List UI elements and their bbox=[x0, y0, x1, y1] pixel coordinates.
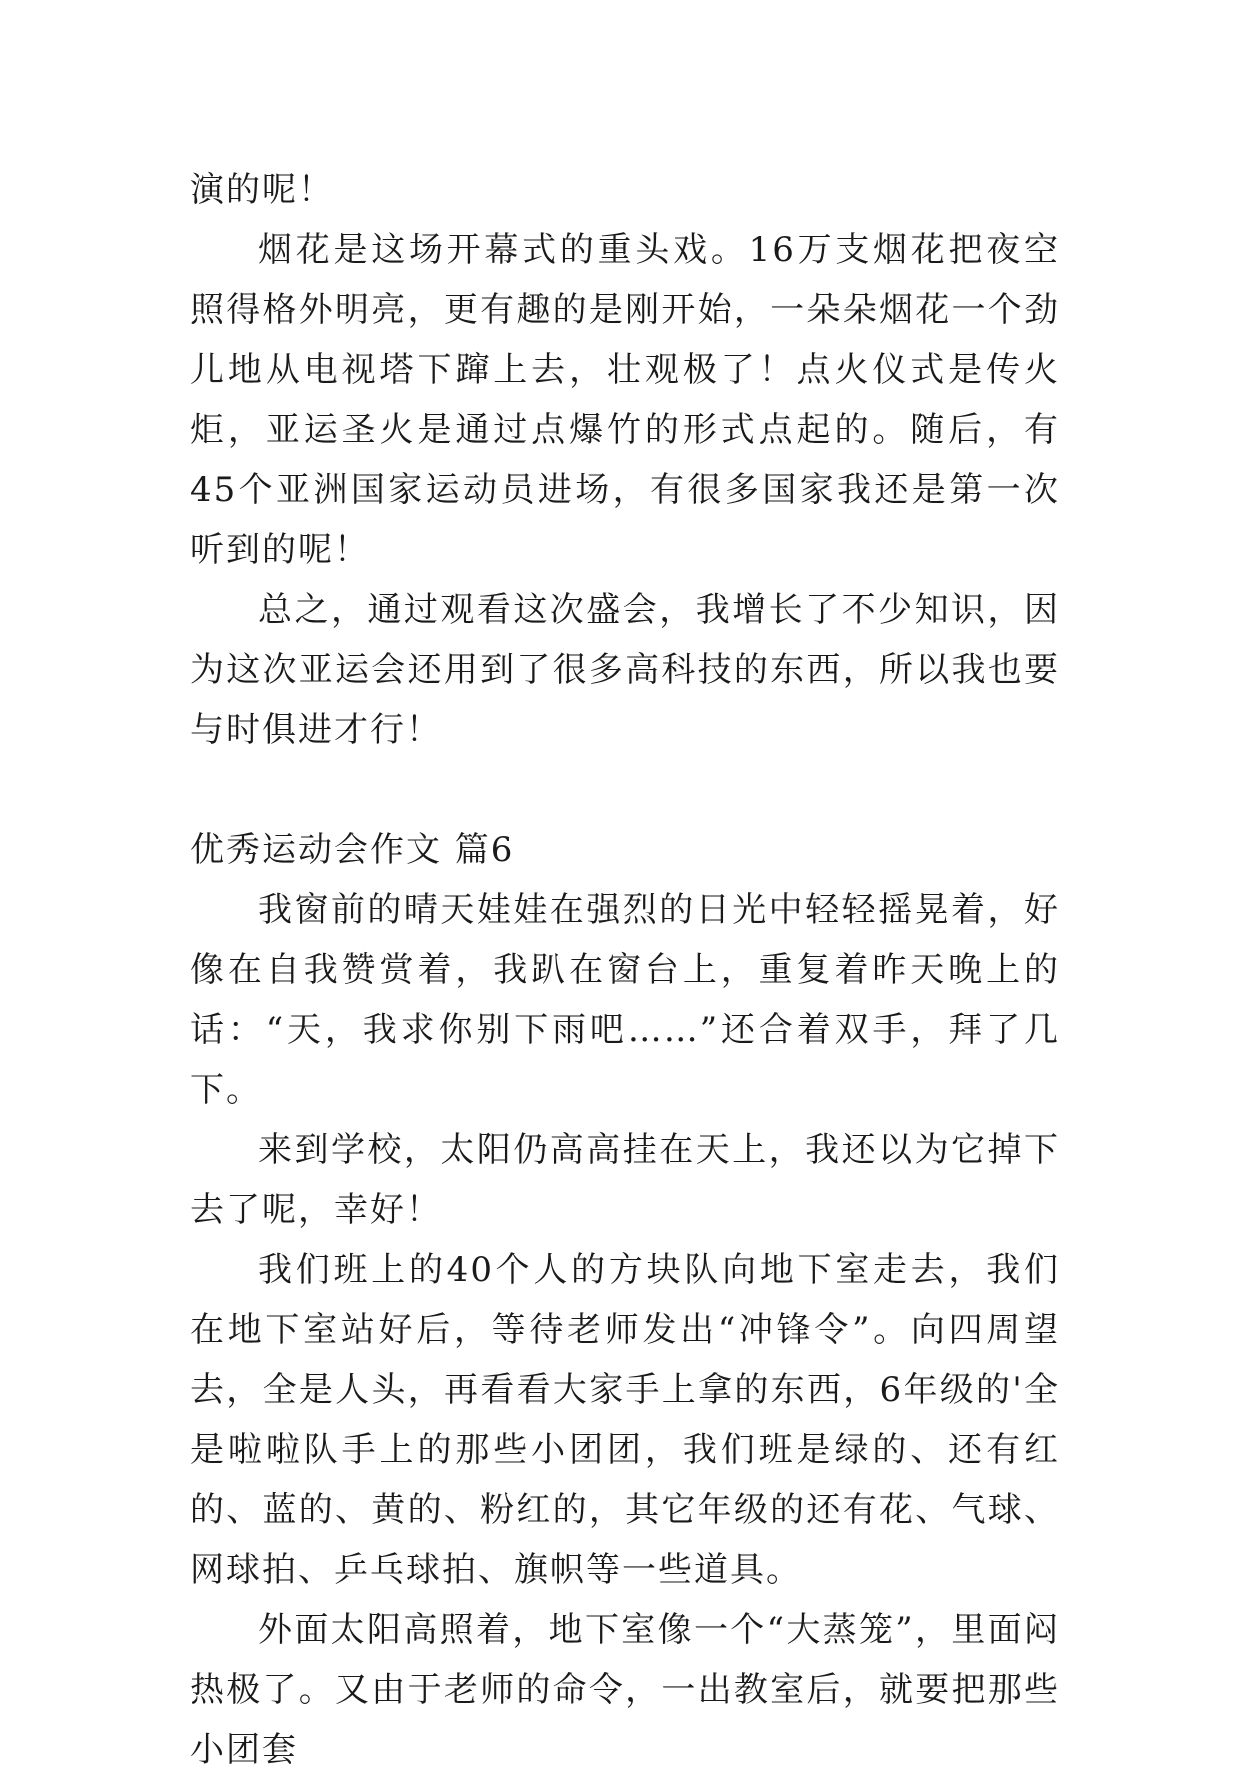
document-page bbox=[190, 160, 1060, 1780]
section-title: 优秀运动会作文 篇6 bbox=[190, 830, 515, 870]
paragraph-summary: 总之，通过观看这次盛会，我增长了不少知识，因为这次亚运会还用到了很多高科技的东西，所以我也要与时俱进才行！ bbox=[190, 590, 1060, 750]
continuation-text: 演的呢！ bbox=[190, 170, 334, 210]
paragraph-4: 外面太阳高照着，地下室像一个“大蒸笼”，里面闷热极了。又由于老师的命令，一出教室后，就要把那些小团套 bbox=[190, 1610, 1060, 1770]
paragraph-3: 我们班上的40个人的方块队向地下室走去，我们在地下室站好后，等待老师发出“冲锋令”。向四周望去，全是人头，再看看大家手上拿的东西，6年级的'全是啦啦队手上的那些小团团，我们班是绿的、还有红的、蓝的、黄的、粉红的，其它年级的还有花、气球、网球拍、乒乓球拍、旗帜等一些道具。 bbox=[190, 1250, 1060, 1590]
section-gap bbox=[190, 760, 1060, 820]
paragraph-1: 我窗前的晴天娃娃在强烈的日光中轻轻摇晃着，好像在自我赞赏着，我趴在窗台上，重复着昨天晚上的话：“天，我求你别下雨吧……”还合着双手，拜了几下。 bbox=[190, 890, 1060, 1110]
paragraph-fireworks: 烟花是这场开幕式的重头戏。16万支烟花把夜空照得格外明亮，更有趣的是刚开始，一朵朵烟花一个劲儿地从电视塔下蹿上去，壮观极了！点火仪式是传火炬，亚运圣火是通过点爆竹的形式点起的。随后，有45个亚洲国家运动员进场，有很多国家我还是第一次听到的呢！ bbox=[190, 230, 1060, 570]
paragraph-2: 来到学校，太阳仍高高挂在天上，我还以为它掉下去了呢，幸好！ bbox=[190, 1130, 1060, 1230]
